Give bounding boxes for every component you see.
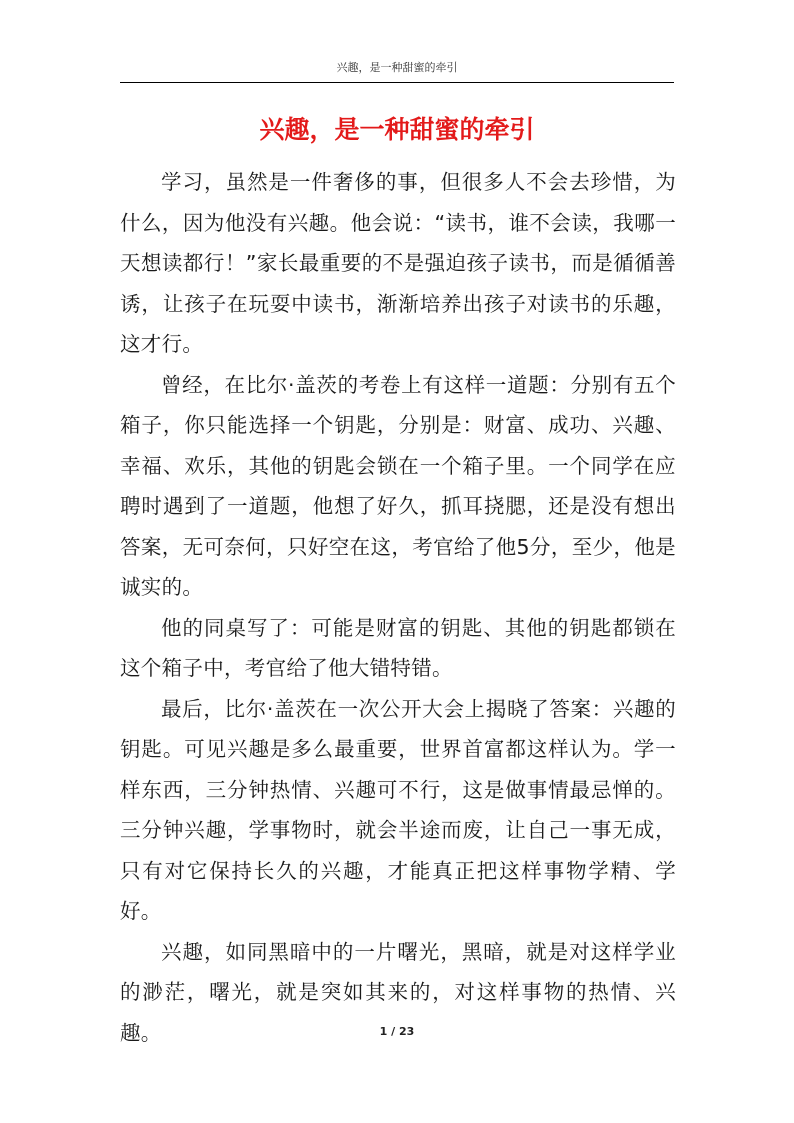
paragraph: 最后，比尔·盖茨在一次公开大会上揭晓了答案：兴趣的钥匙。可见兴趣是多么最重要，世界首富都这样认为。学一样东西，三分钟热情、兴趣可不行，这是做事情最忌惮的。三分钟兴趣，学事物时，就会半途而废，让自己一事无成，只有对它保持长久的兴趣，才能真正把这样事物学精、学好。 (120, 696, 676, 923)
paragraph: 学习，虽然是一件奢侈的事，但很多人不会去珍惜，为什么，因为他没有兴趣。他会说：“读书，谁不会读，我哪一天想读都行！”家长最重要的不是强迫孩子读书，而是循循善诱，让孩子在玩耍中读书，渐渐培养出孩子对读书的乐趣，这才行。 (120, 170, 676, 356)
document-title: 兴趣，是一种甜蜜的牵引 (259, 115, 535, 144)
paragraph: 他的同桌写了：可能是财富的钥匙、其他的钥匙都锁在这个箱子中，考官给了他大错特错。 (120, 615, 676, 680)
running-header: 兴趣，是一种甜蜜的牵引 (336, 61, 458, 74)
paragraph: 曾经，在比尔·盖茨的考卷上有这样一道题：分别有五个箱子，你只能选择一个钥匙，分别是：财富、成功、兴趣、幸福、欢乐，其他的钥匙会锁在一个箱子里。一个同学在应聘时遇到了一道题，他想了好久，抓耳挠腮，还是没有想出答案，无可奈何，只好空在这，考官给了他5分，至少，他是诚实的。 (120, 372, 676, 599)
header-divider (120, 82, 674, 83)
paragraph: 兴趣，如同黑暗中的一片曙光，黑暗，就是对这样学业的渺茫，曙光，就是突如其来的，对这样事物的热情、兴趣。 (120, 939, 676, 1045)
document-body (120, 162, 676, 1053)
page-number: 1 / 23 (379, 1025, 415, 1038)
